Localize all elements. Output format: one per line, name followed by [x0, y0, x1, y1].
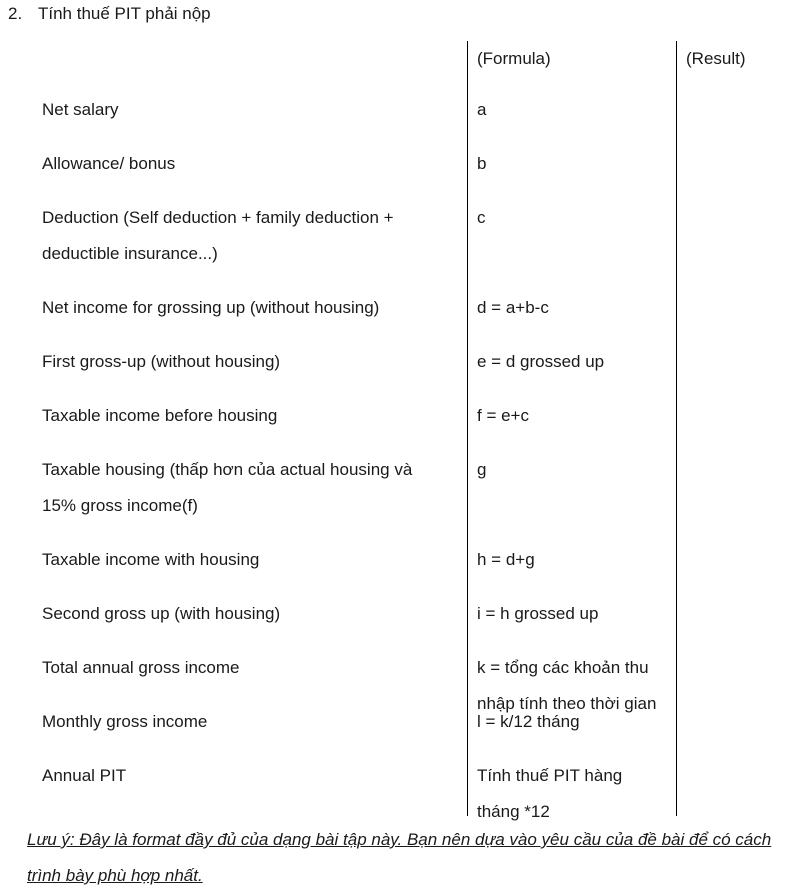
row-label: Allowance/ bonus: [42, 154, 176, 173]
row-formula: Tính thuế PIT hàng tháng *12: [477, 766, 623, 821]
row-formula: d = a+b-c: [477, 298, 549, 317]
row-formula: k = tổng các khoản thu nhập tính theo thời gian: [477, 658, 657, 713]
row-label: Annual PIT: [42, 766, 127, 785]
row-label: Deduction (Self deduction + family deduction + deductible insurance...): [42, 208, 394, 263]
row-label: Second gross up (with housing): [42, 604, 281, 623]
table-row: [0, 644, 805, 713]
row-formula: c: [477, 208, 486, 227]
row-label: Total annual gross income: [42, 658, 240, 677]
row-formula: i = h grossed up: [477, 604, 599, 623]
row-formula: h = d+g: [477, 550, 535, 569]
note-text: Lưu ý: Đây là format đầy đủ của dạng bài tập này. Bạn nên dựa vào yêu cầu của đề bài để có cách trình bày phù hợp nhất.: [27, 830, 772, 885]
row-label: Net salary: [42, 100, 119, 119]
table-row: [0, 752, 805, 821]
row-formula: a: [477, 100, 487, 119]
result-column-header: (Result): [686, 49, 746, 68]
row-label: Net income for grossing up (without housing): [42, 298, 380, 317]
row-formula: e = d grossed up: [477, 352, 605, 371]
section-number: 2.: [8, 4, 23, 23]
row-formula: f = e+c: [477, 406, 529, 425]
table-row: [0, 338, 805, 392]
row-label: Taxable income with housing: [42, 550, 260, 569]
table-row: [0, 140, 805, 194]
table-row: [0, 446, 805, 536]
table-row: [0, 194, 805, 284]
row-label: Monthly gross income: [42, 712, 208, 731]
row-formula: g: [477, 460, 487, 479]
table-row: [0, 590, 805, 644]
row-formula: b: [477, 154, 487, 173]
row-label: Taxable housing (thấp hơn của actual housing và 15% gross income(f): [42, 460, 413, 515]
table-row: [0, 284, 805, 338]
table-row: [0, 698, 805, 752]
row-formula: l = k/12 tháng: [477, 712, 580, 731]
row-label: Taxable income before housing: [42, 406, 278, 425]
row-label: First gross-up (without housing): [42, 352, 281, 371]
table-row: [0, 86, 805, 140]
section-title: Tính thuế PIT phải nộp: [38, 4, 211, 23]
pit-calculation-table: [0, 86, 805, 821]
formula-column-header: (Formula): [477, 49, 551, 68]
table-row: [0, 536, 805, 590]
table-row: [0, 392, 805, 446]
